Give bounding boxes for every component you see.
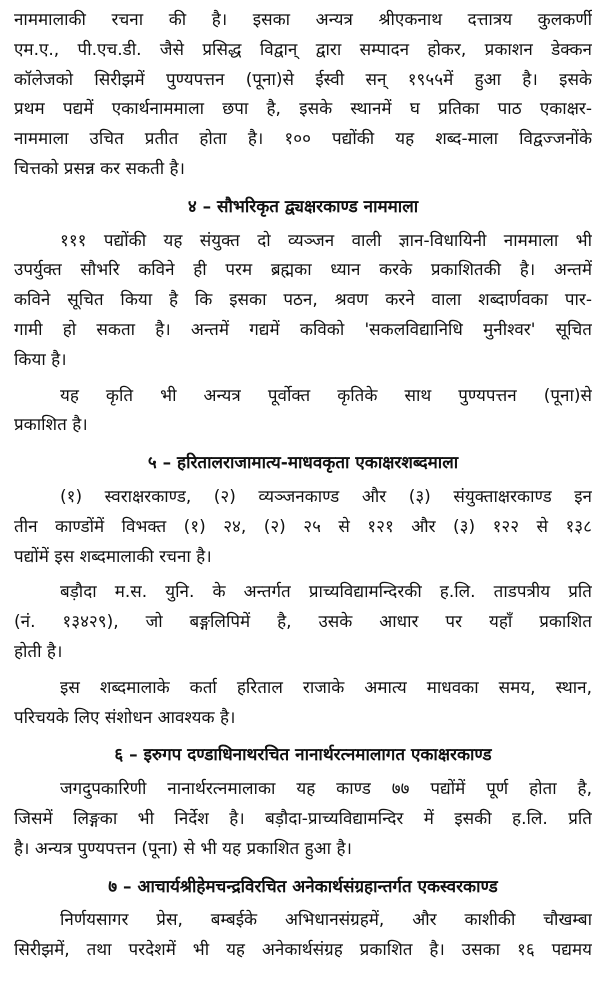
paragraph — [14, 483, 592, 572]
text-line: नाममालाकी रचना की है। इसका अन्यत्र श्रीएकनाथ दत्तात्रय कुलकर्णी — [14, 10, 592, 30]
paragraph — [14, 674, 592, 734]
paragraph — [14, 382, 592, 442]
text-line: कविने सूचित किया है कि इसका पठन, श्रवण करने वाला शब्दार्णवका पार- — [14, 290, 592, 311]
text-line: है। अन्यत्र पुण्यपत्तन (पूना) से भी यह प्रकाशित हुआ है। — [14, 838, 352, 859]
text-line: प्रथम पद्यमें एकार्थनाममाला छपा है, इसके स्थानमें घ प्रतिका पाठ एकाक्षर- — [14, 99, 592, 120]
text-line: चित्तको प्रसन्न कर सकती है। — [14, 158, 185, 179]
text-line: इस शब्दमालाके कर्ता हरिताल राजाके अमात्य माधवका समय, स्थान, — [60, 677, 592, 698]
section-heading: ७ – आचार्यश्रीहेमचन्द्रविरचित अनेकार्थसंग्रहान्तर्गत एकस्वरकाण्ड — [108, 876, 498, 897]
text-line: किया है। — [14, 349, 67, 370]
text-line: सिरीझमें, तथा परदेशमें भी यह अनेकार्थसंग्रह प्रकाशित है। उसका १६ पद्यमय — [14, 940, 592, 961]
section-heading: ६ – इरुगप दण्डाधिनाथरचित नानार्थरत्नमालागत एकाक्षरकाण्ड — [114, 745, 492, 766]
text-line: (१) स्वराक्षरकाण्ड, (२) व्यञ्जनकाण्ड और (३) संयुक्ताक्षरकाण्ड इन — [60, 486, 592, 507]
text-line: तीन काण्डोंमें विभक्त (१) २४, (२) २५ से १२१ और (३) १२२ से १३८ — [14, 516, 592, 537]
text-line: बड़ौदा म.स. युनि. के अन्तर्गत प्राच्यविद्यामन्दिरकी ह.लि. ताडपत्रीय प्रति — [60, 582, 592, 603]
text-line: कॉलेजको सिरीझमें पुण्यपत्तन (पूना)से ईस्वी सन् १९५५में हुआ है। इसके — [14, 69, 592, 90]
paragraph — [14, 906, 592, 966]
paragraph — [14, 6, 592, 185]
text-line: गामी हो सकता है। अन्तमें गद्यमें कविको 'सकलविद्यानिधि मुनीश्वर' सूचित — [14, 319, 592, 340]
text-line: जिसमें लिङ्गका भी निर्देश है। बड़ौदा-प्राच्यविद्यामन्दिर में इसकी ह.लि. प्रति — [14, 808, 592, 829]
text-line: (नं. १३४२९), जो बङ्गलिपिमें है, उसके आधार पर यहाँ प्रकाशित — [14, 612, 592, 633]
text-line: जगदुपकारिणी नानार्थरत्नमालाका यह काण्ड ७७ पद्योंमें पूर्ण होता है, — [60, 779, 592, 800]
text-line: होती है। — [14, 641, 63, 662]
text-line: नाममाला उचित प्रतीत होता है। १०० पद्योंकी यह शब्द-माला विद्वज्जनोंके — [14, 129, 592, 150]
paragraph — [14, 775, 592, 864]
section-heading: ४ – सौभरिकृत द्व्यक्षरकाण्ड नाममाला — [187, 196, 419, 217]
text-line: एम.ए., पी.एच.डी. जैसे प्रसिद्ध विद्वान् द्वारा सम्पादन होकर, प्रकाशन डेक्कन — [14, 39, 592, 60]
text-line: प्रकाशित है। — [14, 415, 88, 436]
text-line: पद्योंमें इस शब्दमालाकी रचना है। — [14, 546, 212, 567]
text-line: निर्णयसागर प्रेस, बम्बईके अभिधानसंग्रहमें, और काशीकी चौखम्बा — [60, 910, 592, 931]
section-heading: ५ – हरितालराजामात्य-माधवकृता एकाक्षरशब्दमाला — [147, 453, 459, 474]
text-line: यह कृति भी अन्यत्र पूर्वोक्त कृतिके साथ पुण्यपत्तन (पूना)से — [60, 385, 592, 406]
text-line: उपर्युक्त सौभरि कविने ही परम ब्रह्मका ध्यान करके प्रकाशितकी है। अन्तमें — [14, 260, 592, 281]
text-line: परिचयके लिए संशोधन आवश्यक है। — [14, 707, 236, 728]
paragraph — [14, 227, 592, 376]
paragraph — [14, 578, 592, 667]
text-line: १११ पद्योंकी यह संयुक्त दो व्यञ्जन वाली ज्ञान-विधायिनी नाममाला भी — [60, 230, 592, 251]
